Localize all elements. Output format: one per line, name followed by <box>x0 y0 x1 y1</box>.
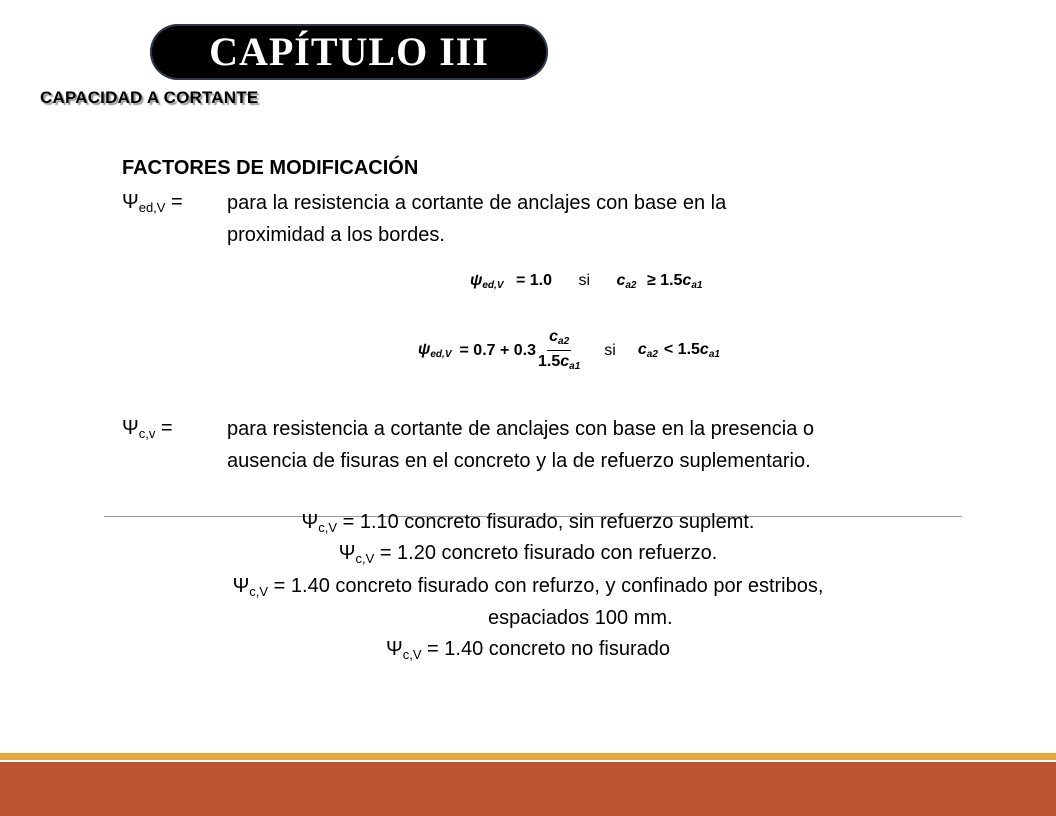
cv-symbol: Ψ <box>232 575 250 597</box>
cv-desc: concreto fisurado con refuerzo. <box>435 542 718 564</box>
cv-value-row <box>0 638 1056 662</box>
eq2-denominator <box>536 351 582 372</box>
psi-c-description-line2: ausencia de fisuras en el concreto y la de refuerzo suplementario. <box>227 450 811 472</box>
factors-heading: FACTORES DE MODIFICACIÓN <box>122 157 419 179</box>
eq1-c2: c <box>682 272 692 289</box>
chapter-banner <box>150 24 548 80</box>
eq2-den-sub: a1 <box>569 361 581 372</box>
psi-c-label <box>122 417 173 441</box>
eq2-num-sub: a2 <box>558 336 570 347</box>
eq1-op: ≥ 1.5 <box>646 272 683 289</box>
psi-ed-subscript: ed,V <box>138 200 166 215</box>
psi-ed-equals: = <box>165 191 183 213</box>
cv-symbol: Ψ <box>338 542 356 564</box>
eq2-psi-sub: ed,V <box>430 348 452 360</box>
cv-value: = 1.40 <box>268 575 330 597</box>
psi-c-subscript: c,v <box>138 426 156 441</box>
section-title: CAPACIDAD A CORTANTE <box>40 88 259 107</box>
footer-accent-bar <box>0 753 1056 760</box>
psi-ed-description-line2: proximidad a los bordes. <box>227 224 445 246</box>
cv-value-row <box>0 511 1056 535</box>
psi-c-equals: = <box>155 417 173 439</box>
psi-ed-description-line1: para la resistencia a cortante de anclajes con base en la <box>227 192 727 214</box>
eq2-rhs: = 0.7 + 0.3 <box>459 341 537 359</box>
cv-value: = 1.40 <box>421 638 484 660</box>
psi-c-description-line1: para resistencia a cortante de anclajes con base en la presencia o <box>227 418 815 440</box>
eq2-c2: c <box>699 340 709 358</box>
cv-symbol: Ψ <box>385 638 403 660</box>
cv-value-row <box>0 542 1056 566</box>
cv-desc: concreto fisurado con refurzo, y confinado por estribos, <box>329 575 824 597</box>
eq2-fraction <box>536 329 582 372</box>
eq2-psi: ψ <box>418 340 431 358</box>
eq1-c-sub: a2 <box>625 280 637 291</box>
cv-subscript: c,V <box>249 584 269 599</box>
cv-subscript: c,V <box>318 520 338 535</box>
eq1-c: c <box>616 272 626 289</box>
eq2-den-pre: 1.5 <box>538 353 561 370</box>
cv-desc: concreto no fisurado <box>483 638 670 660</box>
footer-bar <box>0 762 1056 816</box>
eq2-c2-sub: a1 <box>708 348 720 360</box>
psi-ed-label <box>122 191 183 215</box>
eq1-c2-sub: a1 <box>691 280 703 291</box>
cv-desc: concreto fisurado, sin refuerzo suplemt. <box>398 511 755 533</box>
equation-ed-v-case-1 <box>470 273 702 291</box>
eq1-psi: ψ <box>470 272 483 289</box>
psi-c-symbol: Ψ <box>122 417 139 439</box>
psi-ed-symbol: Ψ <box>122 191 139 213</box>
equation-ed-v-case-2 <box>418 329 720 372</box>
eq2-den-c: c <box>560 353 570 370</box>
eq2-num-c: c <box>549 328 559 345</box>
cv-subscript: c,V <box>355 551 375 566</box>
cv-continuation: espaciados 100 mm. <box>488 607 673 629</box>
cv-value-row <box>0 575 1056 599</box>
eq2-c: c <box>637 340 647 358</box>
eq1-rhs: = 1.0 <box>515 272 552 289</box>
cv-value: = 1.10 <box>337 511 399 533</box>
cv-value: = 1.20 <box>374 542 436 564</box>
eq2-op: < 1.5 <box>663 340 700 358</box>
eq1-si: si <box>578 272 590 289</box>
eq2-c-sub: a2 <box>646 348 658 360</box>
cv-symbol: Ψ <box>301 511 319 533</box>
eq1-psi-sub: ed,V <box>482 280 504 291</box>
cv-subscript: c,V <box>402 647 422 662</box>
eq2-numerator <box>547 329 571 351</box>
chapter-title: CAPÍTULO III <box>209 29 489 74</box>
eq2-si: si <box>604 341 616 359</box>
